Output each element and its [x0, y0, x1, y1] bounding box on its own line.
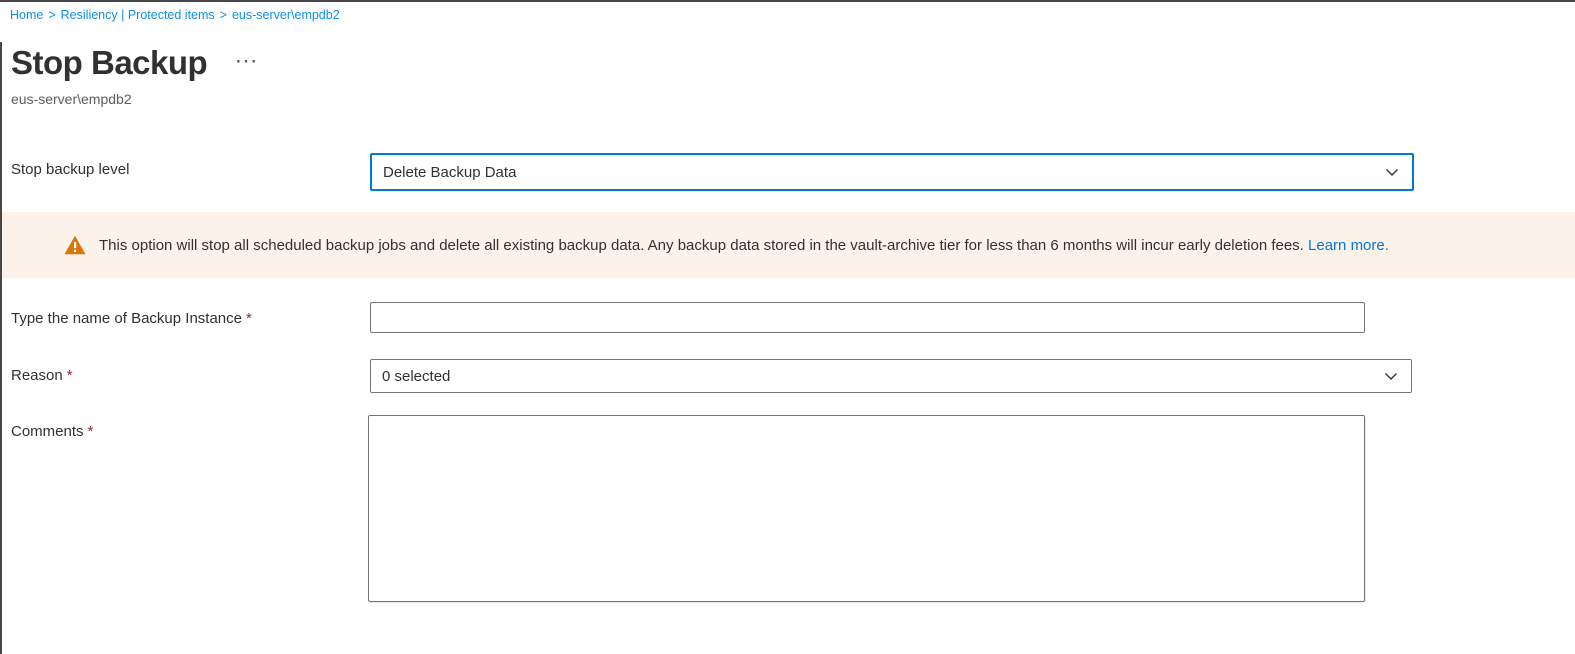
learn-more-link[interactable]: Learn more.	[1308, 236, 1389, 254]
stop-backup-level-dropdown[interactable]	[370, 153, 1414, 191]
warning-banner	[2, 212, 1575, 278]
chevron-down-icon	[1384, 164, 1400, 180]
comments-textarea[interactable]	[368, 415, 1365, 602]
breadcrumb-separator: >	[219, 8, 227, 22]
comments-label	[11, 423, 93, 440]
breadcrumb-home-link[interactable]: Home	[10, 8, 44, 22]
comments-label-text: Comments	[11, 423, 84, 440]
warning-message: This option will stop all scheduled backup jobs and delete all existing backup data. Any backup data stored in the vault-archive tier for less than 6 months will incur early deletion fees.	[99, 236, 1304, 254]
stop-backup-level-label	[11, 161, 129, 178]
reason-dropdown[interactable]	[370, 359, 1412, 393]
warning-triangle-icon	[64, 235, 86, 255]
breadcrumb-current-item-link[interactable]: eus-server\empdb2	[231, 8, 340, 22]
more-options-icon[interactable]: ···	[236, 52, 259, 71]
breadcrumb	[10, 8, 340, 22]
backup-instance-label-text: Type the name of Backup Instance	[11, 310, 242, 327]
breadcrumb-protected-items-link[interactable]: Resiliency | Protected items	[60, 8, 215, 22]
backup-instance-input[interactable]	[370, 302, 1365, 333]
warning-text	[99, 237, 1389, 254]
chevron-down-icon	[1383, 368, 1399, 384]
required-asterisk: *	[245, 310, 252, 327]
page-subtitle: eus-server\empdb2	[11, 91, 132, 107]
blade-left-edge	[0, 42, 2, 654]
breadcrumb-separator: >	[48, 8, 56, 22]
reason-value: 0 selected	[382, 367, 451, 385]
required-asterisk: *	[66, 367, 73, 384]
stop-backup-level-value: Delete Backup Data	[383, 163, 517, 181]
required-asterisk: *	[87, 423, 94, 440]
page-title: Stop Backup	[11, 44, 208, 81]
reason-label	[11, 367, 73, 384]
stop-backup-level-label-text: Stop backup level	[11, 161, 130, 178]
backup-instance-label	[11, 310, 252, 327]
reason-label-text: Reason	[11, 367, 63, 384]
window-top-edge	[0, 0, 1575, 2]
